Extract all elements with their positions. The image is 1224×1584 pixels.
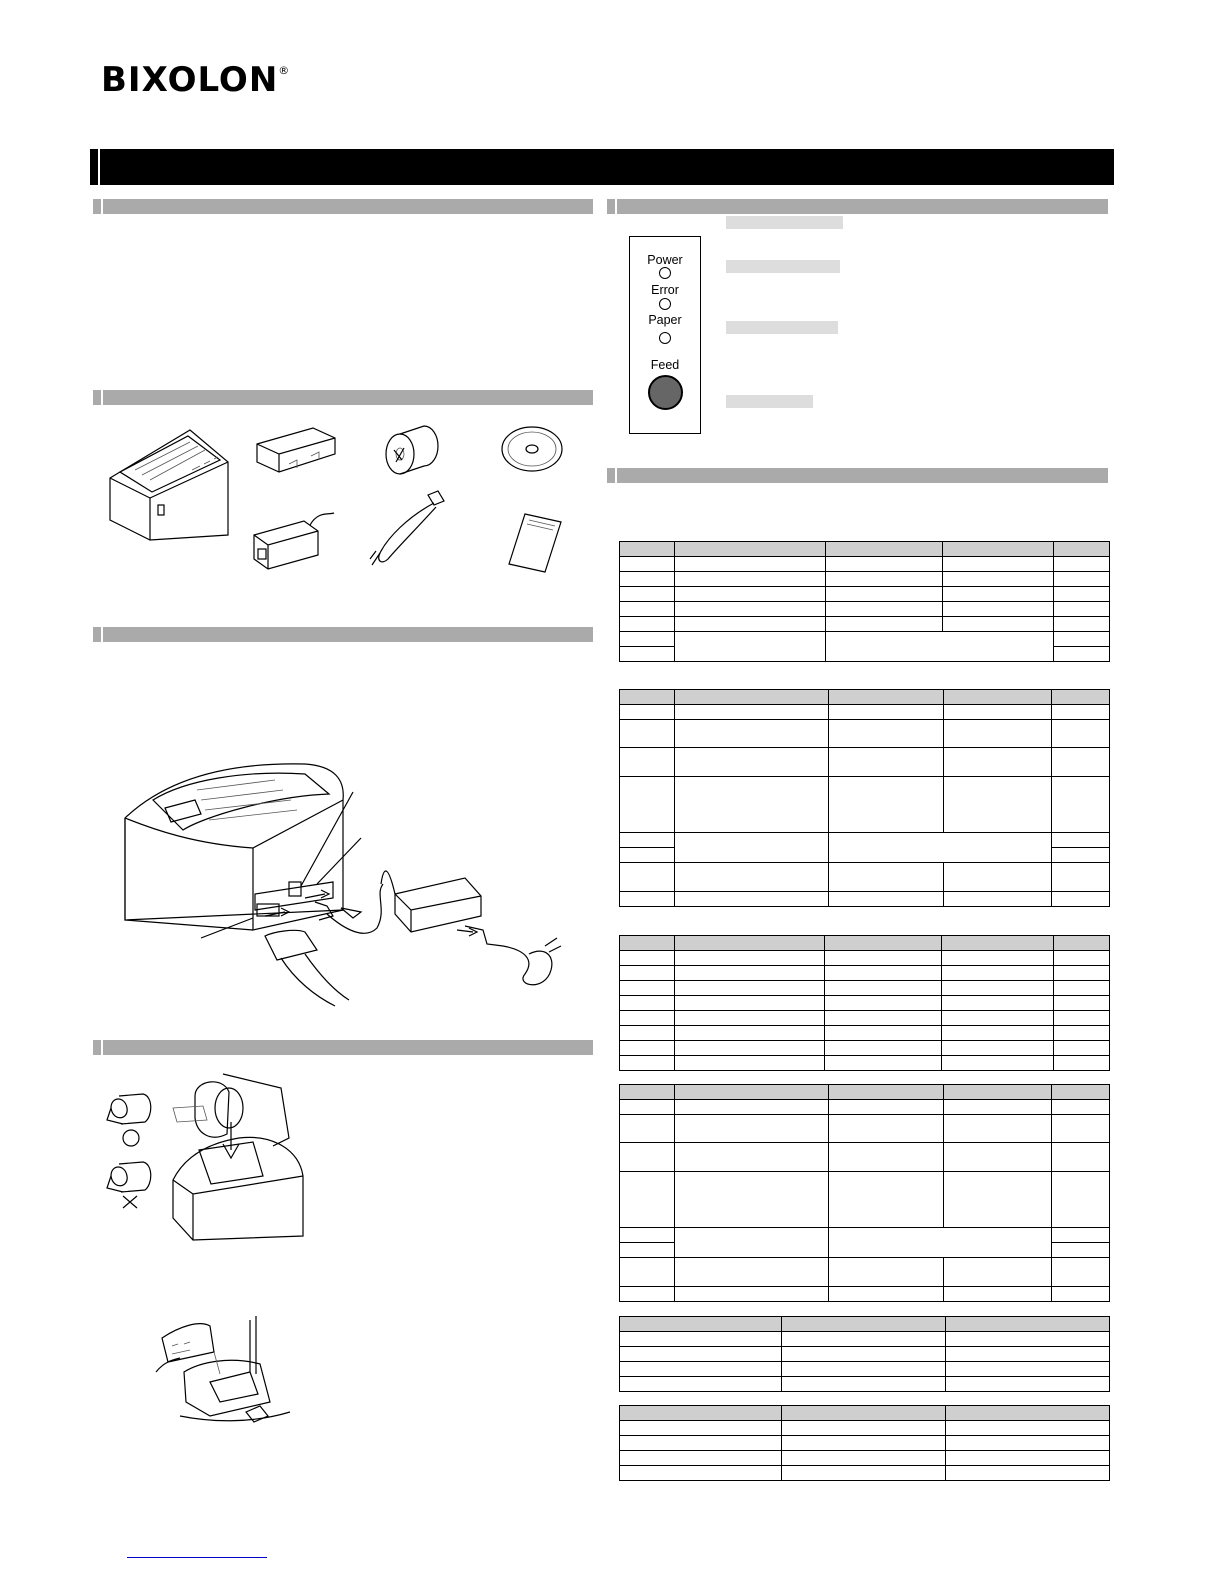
document-title-bar <box>90 149 1114 185</box>
power-led-icon <box>659 267 671 279</box>
error-led-icon <box>659 298 671 310</box>
power-led-label: Power <box>647 253 683 267</box>
setting-table-6 <box>619 1405 1110 1481</box>
dip-switch-table-3 <box>619 935 1110 1071</box>
dip-switch-table-2 <box>619 689 1110 907</box>
power-cord-illustration <box>368 487 458 572</box>
printer-illustration <box>100 420 240 545</box>
footer-link[interactable] <box>127 1557 267 1558</box>
power-adapter-illustration <box>248 505 338 575</box>
section-bar-dip-switch <box>607 468 1108 483</box>
brand-name: BIXOLON <box>101 60 279 100</box>
paper-led-icon <box>659 332 671 344</box>
dip-switch-table-4 <box>619 1084 1110 1302</box>
ghost-heading-feed <box>726 395 813 408</box>
feed-button-label: Feed <box>650 358 680 372</box>
registered-mark: ® <box>278 64 291 77</box>
ghost-heading-power <box>726 216 843 229</box>
ghost-heading-error <box>726 260 840 273</box>
section-bar-1 <box>93 199 593 214</box>
manual-illustration <box>505 510 565 575</box>
ghost-heading-paper <box>726 321 838 334</box>
interface-cover-illustration <box>253 422 343 477</box>
paper-led-label: Paper <box>648 313 682 327</box>
dip-switch-table-1 <box>619 541 1110 662</box>
error-led-label: Error <box>651 283 679 297</box>
section-bar-paper <box>93 1040 593 1055</box>
section-bar-contents <box>93 390 593 405</box>
control-panel <box>629 236 701 434</box>
feed-button-icon <box>648 375 683 410</box>
cd-illustration <box>500 423 565 478</box>
brand-logo <box>101 60 290 100</box>
setting-table-5 <box>619 1316 1110 1392</box>
paper-sensor-illustration <box>150 1312 300 1447</box>
section-bar-connection <box>93 627 593 642</box>
paper-install-illustration <box>103 1068 303 1248</box>
section-bar-control-panel <box>607 199 1108 214</box>
cable-connection-illustration <box>105 760 560 1015</box>
paper-roll-illustration <box>380 420 440 480</box>
